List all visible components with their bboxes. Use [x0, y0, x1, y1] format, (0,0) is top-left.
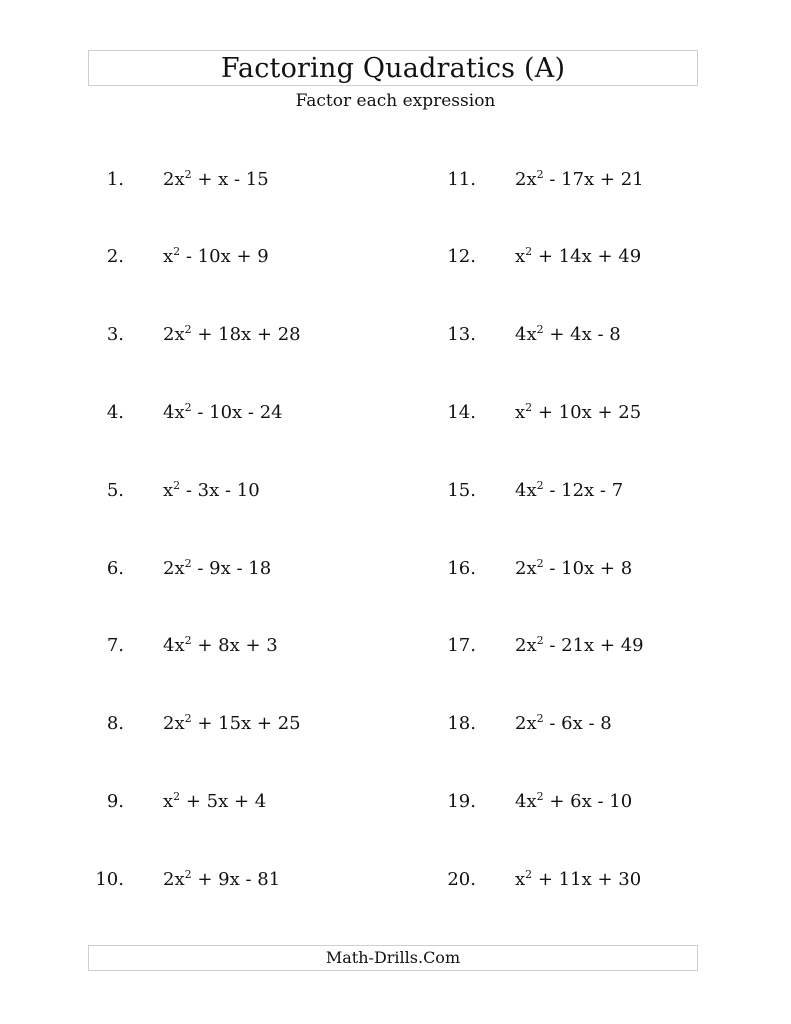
footer-box: [88, 945, 698, 971]
problem-expression: $4x^2 - 12x - 7$: [515, 479, 624, 501]
problem-item: [0, 788, 791, 816]
problem-number: 7.: [106, 635, 124, 656]
problem-expression: $2x^2 + 18x + 28$: [163, 323, 301, 345]
problem-number: 3.: [106, 324, 124, 345]
problem-item: [0, 866, 791, 894]
problem-number: 17.: [447, 635, 476, 656]
problem-number: 2.: [106, 246, 124, 267]
problem-expression: $4x^2 + 4x - 8$: [515, 323, 621, 345]
problem-item: [0, 477, 791, 505]
problem-item: [0, 166, 791, 194]
problem-expression: $2x^2 - 17x + 21$: [515, 168, 644, 190]
footer-site-name: Math-Drills.Com: [325, 948, 461, 967]
problem-number: 19.: [447, 791, 476, 812]
problem-expression: $2x^2 - 6x - 8$: [515, 712, 612, 734]
problem-expression: $2x^2 - 9x - 18$: [163, 557, 272, 579]
problem-expression: $2x^2 + x - 15$: [163, 168, 269, 190]
problem-number: 6.: [106, 558, 124, 579]
problem-expression: $4x^2 + 6x - 10$: [515, 790, 633, 812]
problem-number: 1.: [106, 169, 124, 190]
problem-number: 20.: [447, 869, 476, 890]
problem-number: 15.: [447, 480, 476, 501]
problem-number: 4.: [106, 402, 124, 423]
problem-number: 5.: [106, 480, 124, 501]
problem-expression: $x^2 + 10x + 25$: [515, 401, 642, 423]
problem-expression: $x^2 + 5x + 4$: [163, 790, 267, 812]
problem-number: 9.: [106, 791, 124, 812]
problem-item: [0, 399, 791, 427]
title-box: [88, 50, 698, 86]
problem-expression: $2x^2 + 15x + 25$: [163, 712, 301, 734]
page-title: Factoring Quadratics (A): [220, 53, 566, 84]
problem-expression: $2x^2 + 9x - 81$: [163, 868, 281, 890]
problem-number: 18.: [447, 713, 476, 734]
problem-number: 16.: [447, 558, 476, 579]
problem-number: 14.: [447, 402, 476, 423]
problem-item: [0, 710, 791, 738]
problem-expression: $x^2 + 14x + 49$: [515, 245, 642, 267]
problem-expression: $2x^2 - 10x + 8$: [515, 557, 633, 579]
problem-number: 11.: [447, 169, 476, 190]
problem-number: 12.: [447, 246, 476, 267]
problem-expression: $2x^2 - 21x + 49$: [515, 634, 644, 656]
problem-item: [0, 632, 791, 660]
instructions: Factor each expression: [295, 91, 496, 111]
problem-expression: $4x^2 - 10x - 24$: [163, 401, 283, 423]
problem-expression: $x^2 - 3x - 10$: [163, 479, 260, 501]
problem-number: 13.: [447, 324, 476, 345]
problem-item: [0, 321, 791, 349]
problem-expression: $4x^2 + 8x + 3$: [163, 634, 278, 656]
problem-number: 8.: [106, 713, 124, 734]
problem-item: [0, 555, 791, 583]
problem-number: 10.: [95, 869, 124, 890]
problem-item: [0, 243, 791, 271]
problem-expression: $x^2 + 11x + 30$: [515, 868, 642, 890]
problem-expression: $x^2 - 10x + 9$: [163, 245, 269, 267]
